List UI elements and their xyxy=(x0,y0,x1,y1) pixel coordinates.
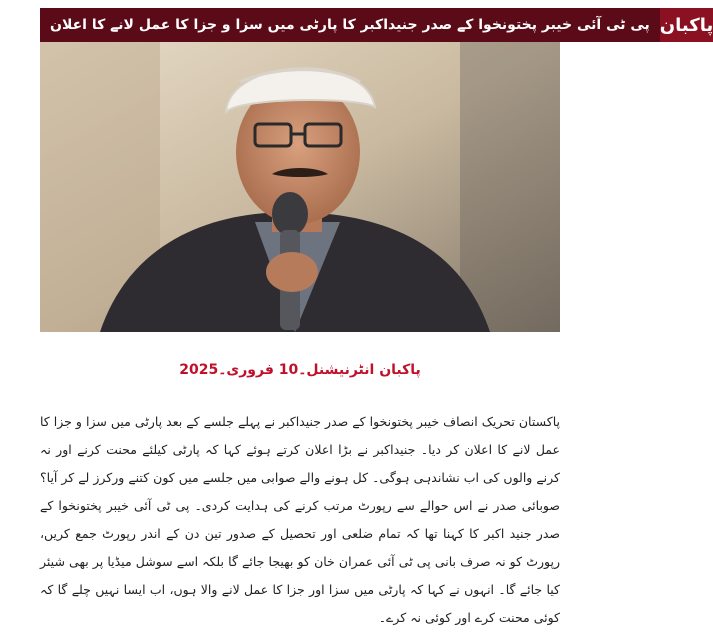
brand-logo: پاکبان xyxy=(660,8,713,42)
header-bar xyxy=(40,8,713,42)
article-body: پاکستان تحریک انصاف خیبر پختونخوا کے صدر جنیداکبر نے پہلے جلسے کے بعد پارٹی میں سزا و جزا کا عمل لانے کا اعلان کر دیا۔ جنیداکبر نے بڑا اعلان کرتے ہوئے کہا کہ پارٹی کیلئے محنت کرنے اور نہ کرنے والوں کی اب نشاندہی ہوگی۔ کل ہونے والے صوابی میں جلسے میں کون کتنے ورکرز لے کر آیا؟ صوبائی صدر نے اس حوالے سے رپورٹ مرتب کرنے کی ہدایت کردی۔ پی ٹی آئی خیبر پختونخوا کے صدر جنید اکبر کا کہنا تھا کہ تمام ضلعی اور تحصیل کے صدور تین دن کے اندر رپورٹ جمع کریں، رپورٹ کو نہ صرف بانی پی ٹی آئی عمران خان کو بھیجا جائے گا بلکہ اسے سوشل میڈیا پر بھی شیئر کیا جائے گا۔ انہوں نے کہا کہ پارٹی میں سزا اور جزا کا عمل لانے والا ہوں، اب ایسا نہیں چلے گا کہ کوئی محنت کرے اور کوئی نہ کرے۔ xyxy=(40,414,560,625)
byline-date: پاکبان انٹرنیشنل۔10 فروری۔2025 xyxy=(179,362,421,378)
headline: پی ٹی آئی خیبر پختونخوا کے صدر جنیداکبر کا پارٹی میں سزا و جزا کا عمل لانے کا اعلان xyxy=(40,8,660,42)
article-photo xyxy=(40,42,560,332)
speaker-photo-illustration xyxy=(40,42,560,332)
